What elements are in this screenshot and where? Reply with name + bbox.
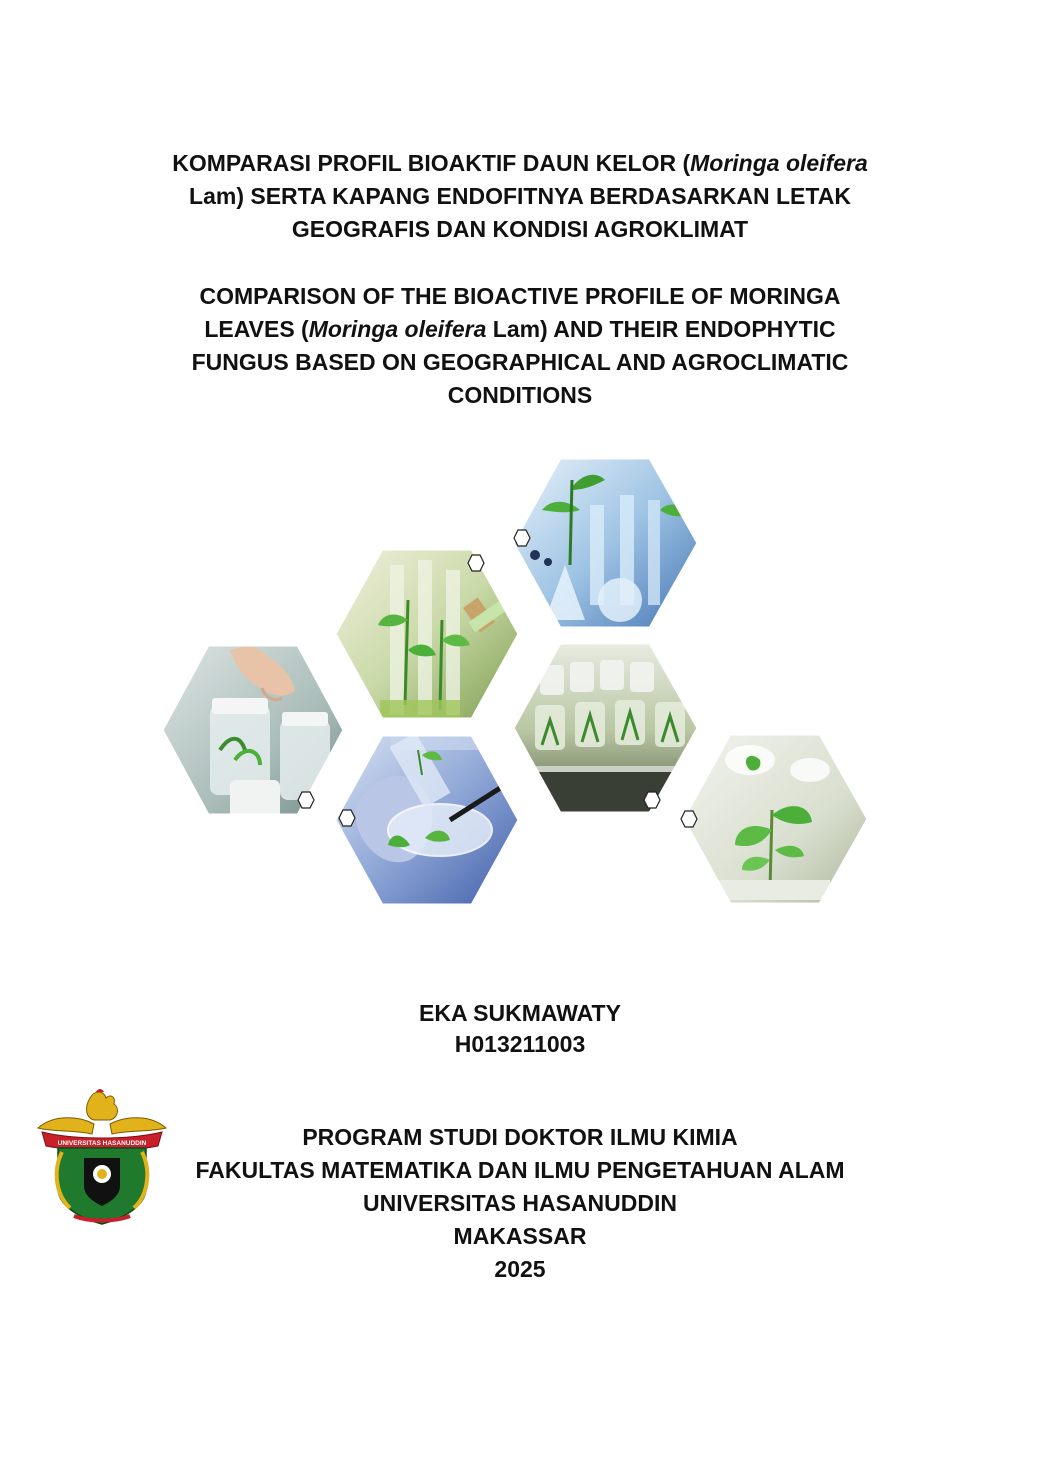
culture-jars-rows-icon — [510, 640, 705, 820]
title-english — [0, 280, 1040, 412]
title-id-line-1: KOMPARASI PROFIL BIOAKTIF DAUN KELOR (Moringa oleifera — [172, 150, 868, 176]
university: UNIVERSITAS HASANUDDIN — [363, 1190, 677, 1216]
institution-block — [0, 1121, 1040, 1286]
scientific-name: Moringa oleifera — [308, 316, 487, 342]
student-id: H013211003 — [454, 1031, 586, 1057]
hand-on-culture-jar-icon — [158, 640, 353, 820]
petri-dish-seedling-icon — [330, 730, 525, 910]
title-en-line-4: CONDITIONS — [447, 382, 593, 408]
title-en-line-1: COMPARISON OF THE BIOACTIVE PROFILE OF MORINGA — [199, 283, 841, 309]
plantlet-in-flask-icon — [680, 730, 875, 910]
test-tube-plantlets-icon — [330, 545, 525, 725]
title-en-line-2: LEAVES (Moringa oleifera Lam) AND THEIR ENDOPHYTIC — [204, 316, 836, 342]
scientific-name: Moringa oleifera — [690, 150, 868, 176]
author-name: EKA SUKMAWATY — [419, 1000, 621, 1026]
year: 2025 — [494, 1256, 546, 1282]
study-program: PROGRAM STUDI DOKTOR ILMU KIMIA — [302, 1124, 738, 1150]
hexagon-photo-collage — [150, 450, 890, 920]
title-id-line-3: GEOGRAFIS DAN KONDISI AGROKLIMAT — [291, 216, 749, 242]
faculty: FAKULTAS MATEMATIKA DAN ILMU PENGETAHUAN ALAM — [195, 1157, 845, 1183]
author-block — [0, 998, 1040, 1060]
title-en-line-3: FUNGUS BASED ON GEOGRAPHICAL AND AGROCLIMATIC — [191, 349, 849, 375]
title-id-line-2: Lam) SERTA KAPANG ENDOFITNYA BERDASARKAN LETAK — [189, 183, 851, 209]
title-indonesian — [0, 147, 1040, 246]
logo-banner-text: UNIVERSITAS HASANUDDIN — [57, 1140, 147, 1147]
lab-glassware-with-plant-icon — [510, 455, 705, 635]
city: MAKASSAR — [453, 1223, 587, 1249]
rooster-icon — [87, 1089, 118, 1120]
